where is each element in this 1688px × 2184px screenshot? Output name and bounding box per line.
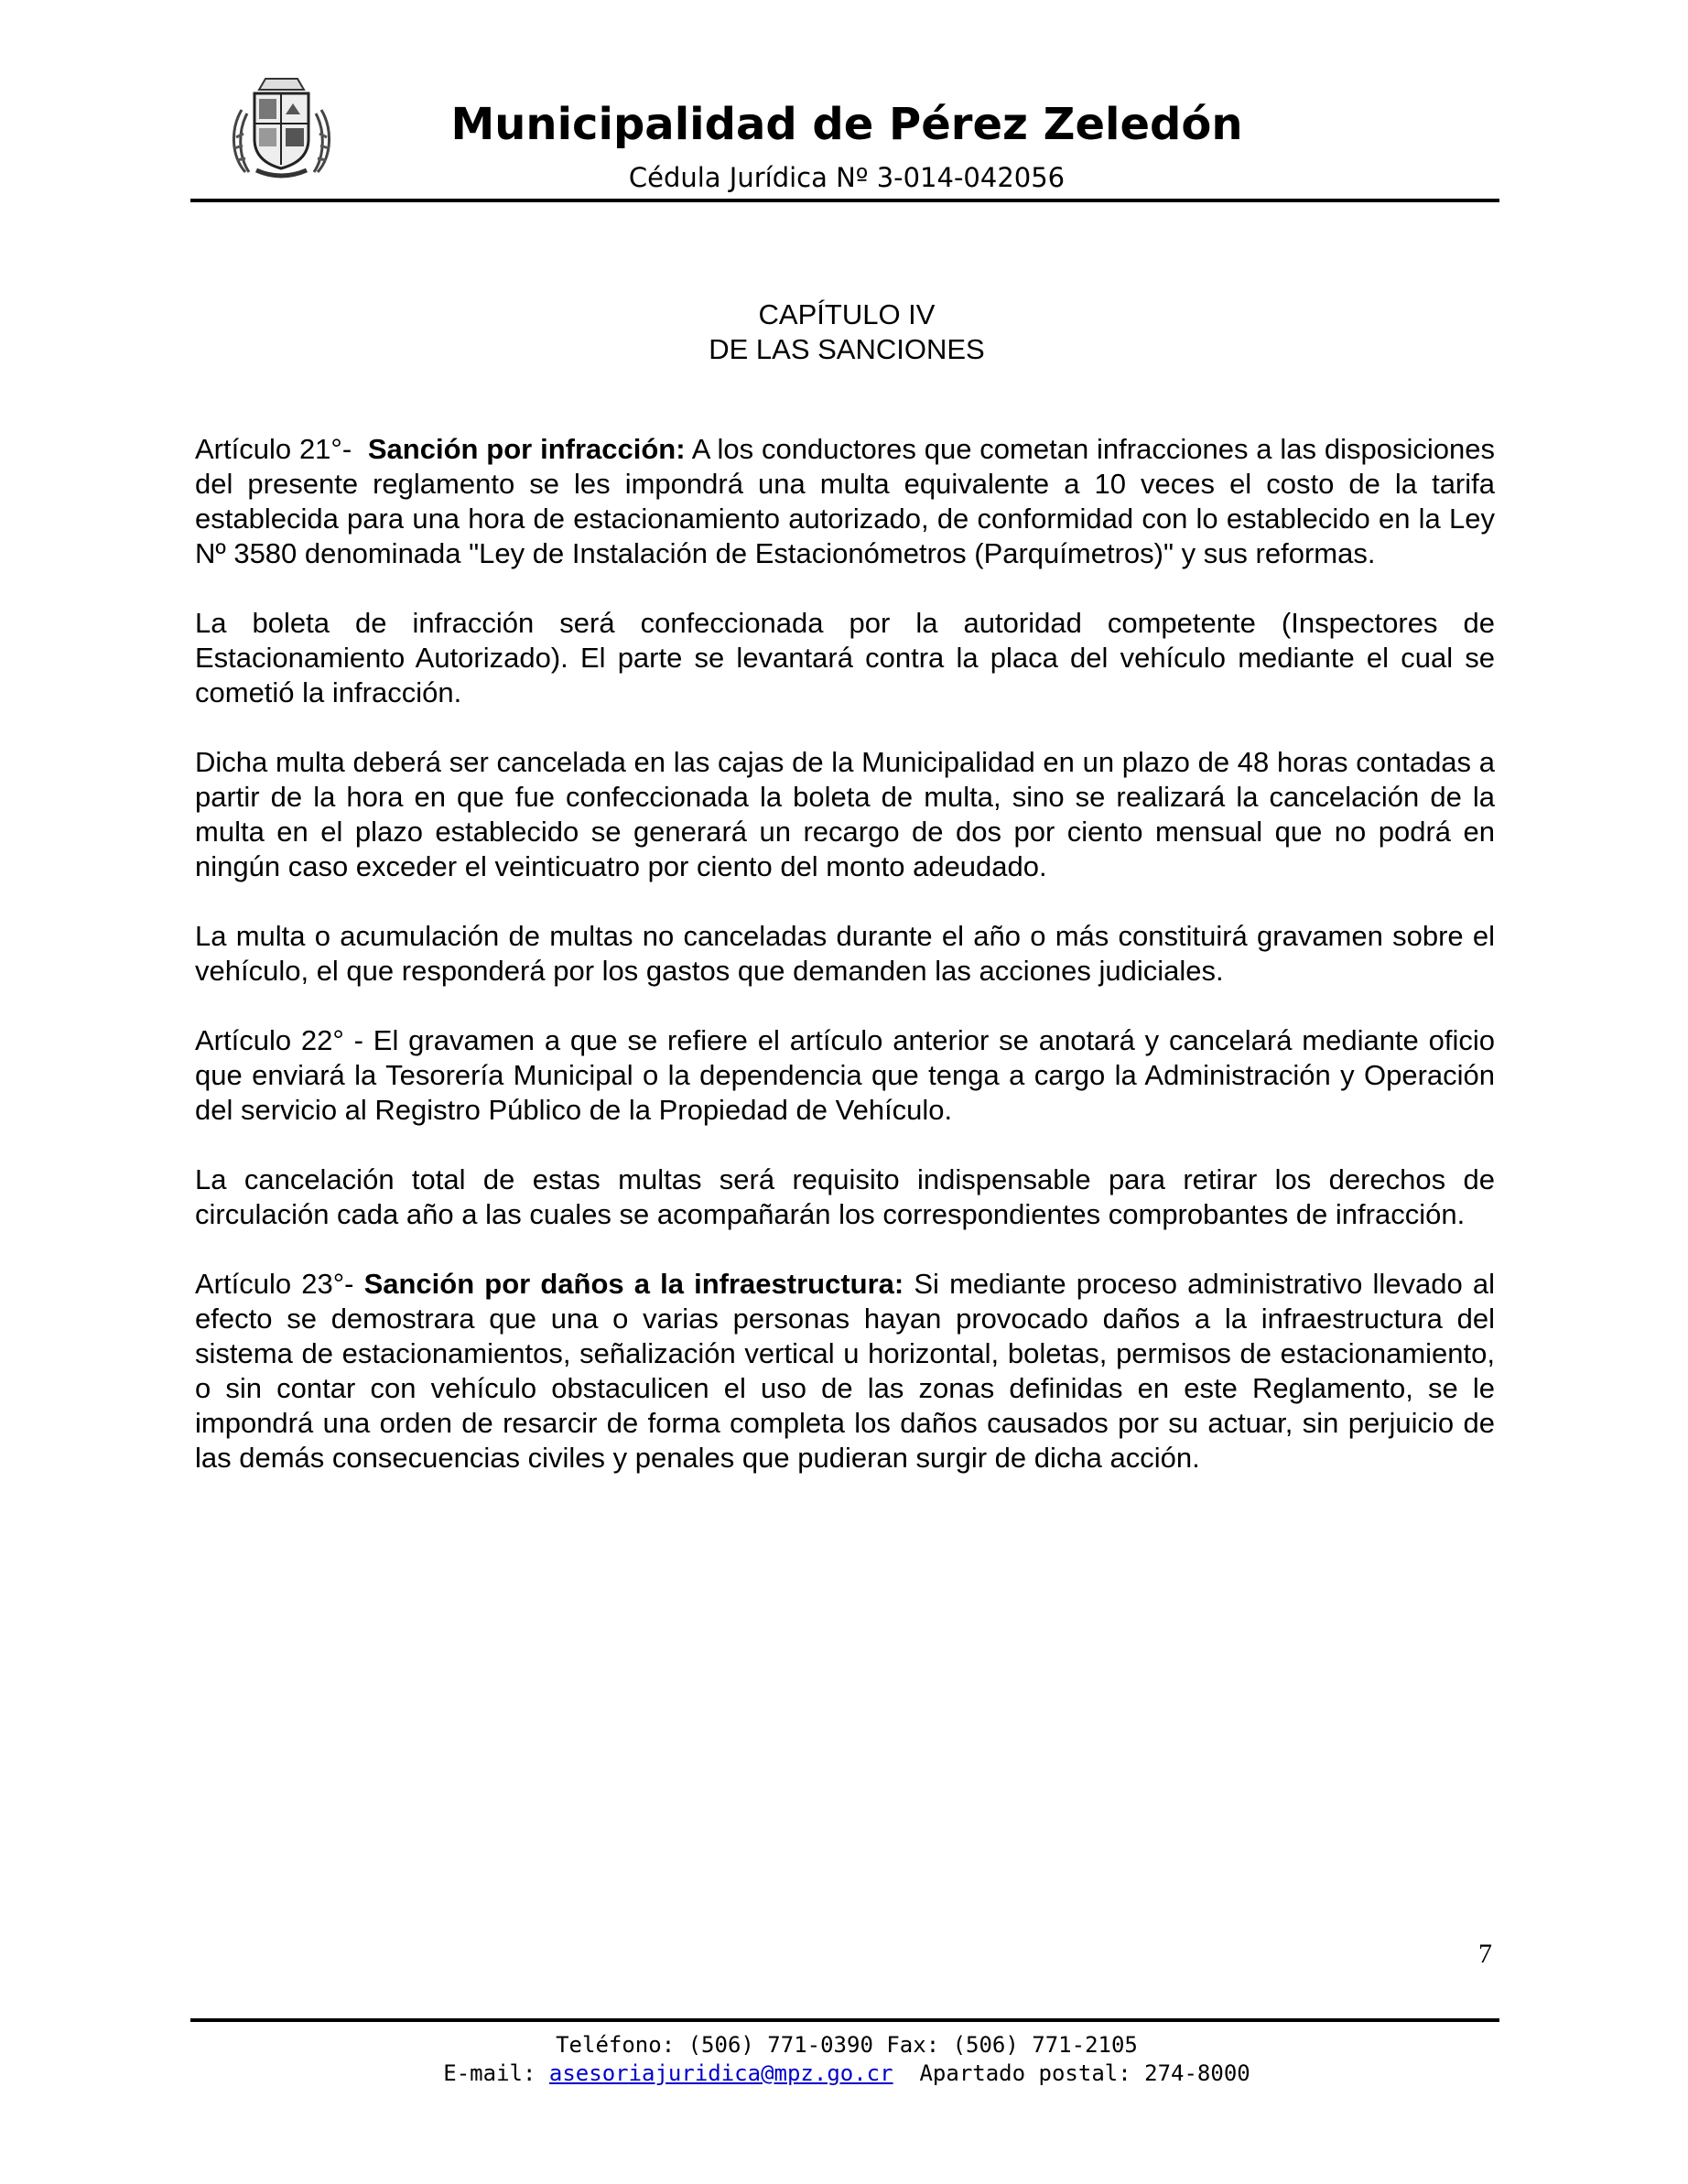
chapter-heading [192, 297, 1501, 367]
paragraph-multa-plazo: Dicha multa deberá ser cancelada en las cajas de la Municipalidad en un plazo de 48 horas contadas a partir de la hora en que fue confeccionada la boleta de multa, sino se realizará la cancelación de la multa en el plazo establecido se generará un recargo de dos por ciento mensual que no podrá en ningún caso exceder el veinticuatro por ciento del monto adeudado. [195, 746, 1495, 882]
document-body [195, 432, 1495, 1510]
header-divider [190, 199, 1499, 202]
paragraph-article-22: Artículo 22° - El gravamen a que se refiere el artículo anterior se anotará y cancelará mediante oficio que enviará la Tesorería Municipal o la dependencia que tenga a cargo la Administración y Operación del servicio al Registro Público de la Propiedad de Vehículo. [195, 1024, 1495, 1126]
article-23-text: Si mediante proceso administrativo llevado al efecto se demostrara que una o varias personas hayan provocado daños a la infraestructura del sistema de estacionamientos, señalización vertical u horizontal, boletas, permisos de estacionamiento, o sin contar con vehículo obstaculicen el uso de las zonas definidas en este Reglamento, se le impondrá una orden de resarcir de forma completa los daños causados por su actuar, sin perjuicio de las demás consecuencias civiles y penales que pudieran surgir de dicha acción. [195, 1268, 1495, 1474]
article-21-text: A los conductores que cometan infracciones a las disposiciones del presente reglamento se les impondrá una multa equivalente a 10 veces el costo de la tarifa establecida para una hora de estacionamiento autorizado, de conformidad con lo establecido en la Ley Nº 3580 denominada "Ley de Instalación de Estacionómetros (Parquímetros)" y sus reformas. [195, 433, 1495, 569]
chapter-title: DE LAS SANCIONES [709, 333, 985, 365]
article-21-label: Artículo 21°- [195, 433, 352, 465]
header-title: Municipalidad de Pérez Zeledón [450, 99, 1243, 150]
footer-postal: Apartado postal: 274-8000 [919, 2060, 1250, 2086]
paragraph-article-23 [195, 1267, 1495, 1476]
paragraph-boleta: La boleta de infracción será confeccionada por la autoridad competente (Inspectores de Estacionamiento Autorizado). El parte se levantará contra la placa del vehículo mediante el cual se cometió la infracción. [195, 607, 1495, 708]
footer-divider [190, 2018, 1499, 2022]
footer-phone: Teléfono: (506) 771-0390 Fax: (506) 771-2105 [556, 2032, 1138, 2058]
footer-email-link[interactable]: asesoriajuridica@mpz.go.cr [548, 2060, 893, 2086]
article-23-heading: Sanción por daños a la infraestructura: [363, 1268, 904, 1300]
article-21-heading: Sanción por infracción: [367, 433, 686, 465]
paragraph-article-21 [195, 432, 1495, 571]
article-23-label: Artículo 23°- [195, 1268, 354, 1300]
footer-contact [192, 2060, 1501, 2086]
footer-email-label: E-mail: [443, 2060, 536, 2086]
header-subtitle: Cédula Jurídica Nº 3-014-042056 [628, 162, 1066, 193]
paragraph-gravamen: La multa o acumulación de multas no canceladas durante el año o más constituirá gravamen sobre el vehículo, el que responderá por los gastos que demanden las acciones judiciales. [195, 920, 1495, 987]
page-number: 7 [1478, 1939, 1492, 1969]
chapter-number: CAPÍTULO IV [758, 298, 936, 330]
paragraph-cancelacion: La cancelación total de estas multas será requisito indispensable para retirar los derechos de circulación cada año a las cuales se acompañarán los correspondientes comprobantes de infracción. [195, 1163, 1495, 1230]
